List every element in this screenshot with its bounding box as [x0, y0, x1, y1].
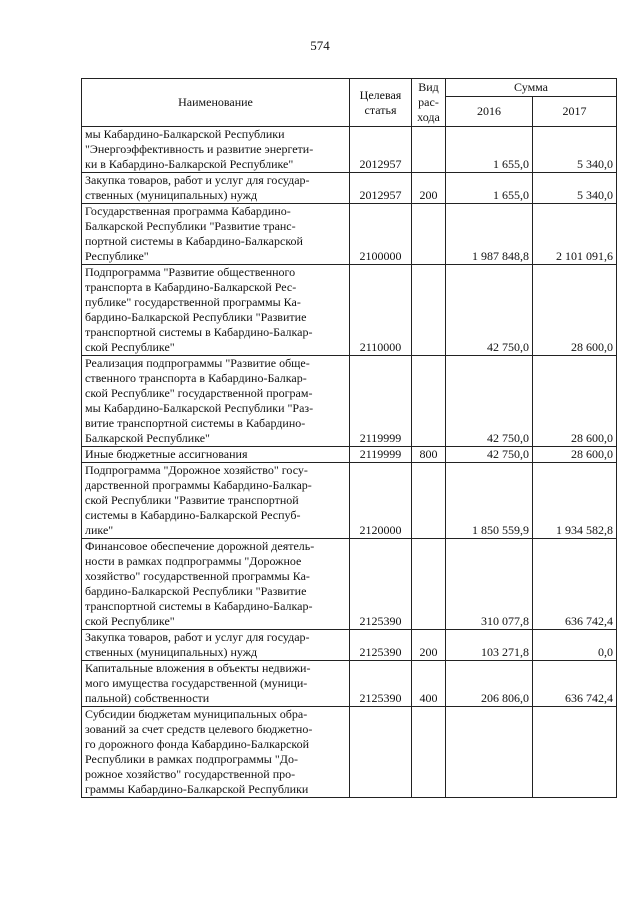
row-sum-2017: 5 340,0	[533, 173, 617, 204]
header-target: Целевая статья	[350, 79, 412, 127]
table-row	[82, 630, 617, 661]
row-expense-kind	[412, 127, 446, 173]
row-sum-2016: 206 806,0	[446, 661, 533, 707]
table-row	[82, 539, 617, 630]
row-target-code: 2125390	[350, 539, 412, 630]
row-sum-2017: 0,0	[533, 630, 617, 661]
row-sum-2016: 42 750,0	[446, 356, 533, 447]
row-sum-2017: 5 340,0	[533, 127, 617, 173]
table-row	[82, 127, 617, 173]
row-target-code: 2125390	[350, 661, 412, 707]
row-expense-kind	[412, 707, 446, 798]
table-row	[82, 707, 617, 798]
row-name: Закупка товаров, работ и услуг для государ- ственных (муниципальных) нужд	[82, 630, 350, 661]
row-sum-2017: 28 600,0	[533, 356, 617, 447]
row-expense-kind	[412, 356, 446, 447]
row-name: Подпрограмма "Дорожное хозяйство" госу- дарственной программы Кабардино-Балкар- ской Республики "Развитие транспортной системы в Кабардино-Балкарской Респуб- лике"	[82, 463, 350, 539]
row-sum-2017: 28 600,0	[533, 447, 617, 463]
table-row	[82, 661, 617, 707]
row-target-code: 2120000	[350, 463, 412, 539]
row-name: Субсидии бюджетам муниципальных обра- зований за счет средств целевого бюджетно- го дорожного фонда Кабардино-Балкарской Республики в рамках подпрограммы "До- рожное хозяйство" государственной про- граммы Кабардино-Балкарской Республики	[82, 707, 350, 798]
row-sum-2016: 42 750,0	[446, 447, 533, 463]
row-name: Подпрограмма "Развитие общественного транспорта в Кабардино-Балкарской Рес- публике" государственной программы Ка- бардино-Балкарской Республики "Развитие транспортной системы в Кабардино-Балкар- ской Республике"	[82, 265, 350, 356]
row-expense-kind: 200	[412, 630, 446, 661]
row-name: Закупка товаров, работ и услуг для государ- ственных (муниципальных) нужд	[82, 173, 350, 204]
row-target-code: 2110000	[350, 265, 412, 356]
row-expense-kind: 200	[412, 173, 446, 204]
row-name: Государственная программа Кабардино- Балкарской Республики "Развитие транс- портной системы в Кабардино-Балкарской Республике"	[82, 204, 350, 265]
budget-table	[81, 78, 617, 798]
row-name: Иные бюджетные ассигнования	[82, 447, 350, 463]
row-expense-kind	[412, 539, 446, 630]
row-target-code: 2125390	[350, 630, 412, 661]
row-sum-2017: 636 742,4	[533, 661, 617, 707]
row-expense-kind: 400	[412, 661, 446, 707]
row-sum-2016	[446, 707, 533, 798]
row-sum-2017	[533, 707, 617, 798]
header-name: Наименование	[82, 79, 350, 127]
row-sum-2016: 1 987 848,8	[446, 204, 533, 265]
row-target-code: 2119999	[350, 356, 412, 447]
row-sum-2017: 1 934 582,8	[533, 463, 617, 539]
header-2016: 2016	[446, 97, 533, 127]
row-name: мы Кабардино-Балкарской Республики "Энергоэффективность и развитие энергети- ки в Кабардино-Балкарской Республике"	[82, 127, 350, 173]
row-sum-2017: 2 101 091,6	[533, 204, 617, 265]
header-2017: 2017	[533, 97, 617, 127]
row-sum-2016: 310 077,8	[446, 539, 533, 630]
table-row	[82, 356, 617, 447]
table-row	[82, 265, 617, 356]
row-sum-2016: 1 655,0	[446, 127, 533, 173]
row-expense-kind	[412, 265, 446, 356]
row-target-code: 2119999	[350, 447, 412, 463]
page-number: 574	[310, 38, 330, 53]
table-row	[82, 173, 617, 204]
row-target-code	[350, 707, 412, 798]
row-name: Капитальные вложения в объекты недвижи- мого имущества государственной (муници- пальной) собственности	[82, 661, 350, 707]
row-target-code: 2012957	[350, 127, 412, 173]
row-sum-2017: 28 600,0	[533, 265, 617, 356]
row-target-code: 2100000	[350, 204, 412, 265]
header-sum: Сумма	[446, 79, 617, 97]
row-expense-kind	[412, 463, 446, 539]
row-sum-2016: 42 750,0	[446, 265, 533, 356]
row-sum-2016: 103 271,8	[446, 630, 533, 661]
table-row	[82, 204, 617, 265]
table-row	[82, 447, 617, 463]
row-sum-2016: 1 850 559,9	[446, 463, 533, 539]
row-expense-kind	[412, 204, 446, 265]
header-kind: Вид рас- хода	[412, 79, 446, 127]
row-sum-2016: 1 655,0	[446, 173, 533, 204]
row-name: Реализация подпрограммы "Развитие обще- ственного транспорта в Кабардино-Балкар- ской Республике" государственной програм- мы Кабардино-Балкарской Республики "Раз- витие транспортной системы в Кабардино- Балкарской Республике"	[82, 356, 350, 447]
row-target-code: 2012957	[350, 173, 412, 204]
row-expense-kind: 800	[412, 447, 446, 463]
row-sum-2017: 636 742,4	[533, 539, 617, 630]
table-row	[82, 463, 617, 539]
row-name: Финансовое обеспечение дорожной деятель- ности в рамках подпрограммы "Дорожное хозяйство" государственной программы Ка- бардино-Балкарской Республики "Развитие транспортной системы в Кабардино-Балкар- ской Республике"	[82, 539, 350, 630]
